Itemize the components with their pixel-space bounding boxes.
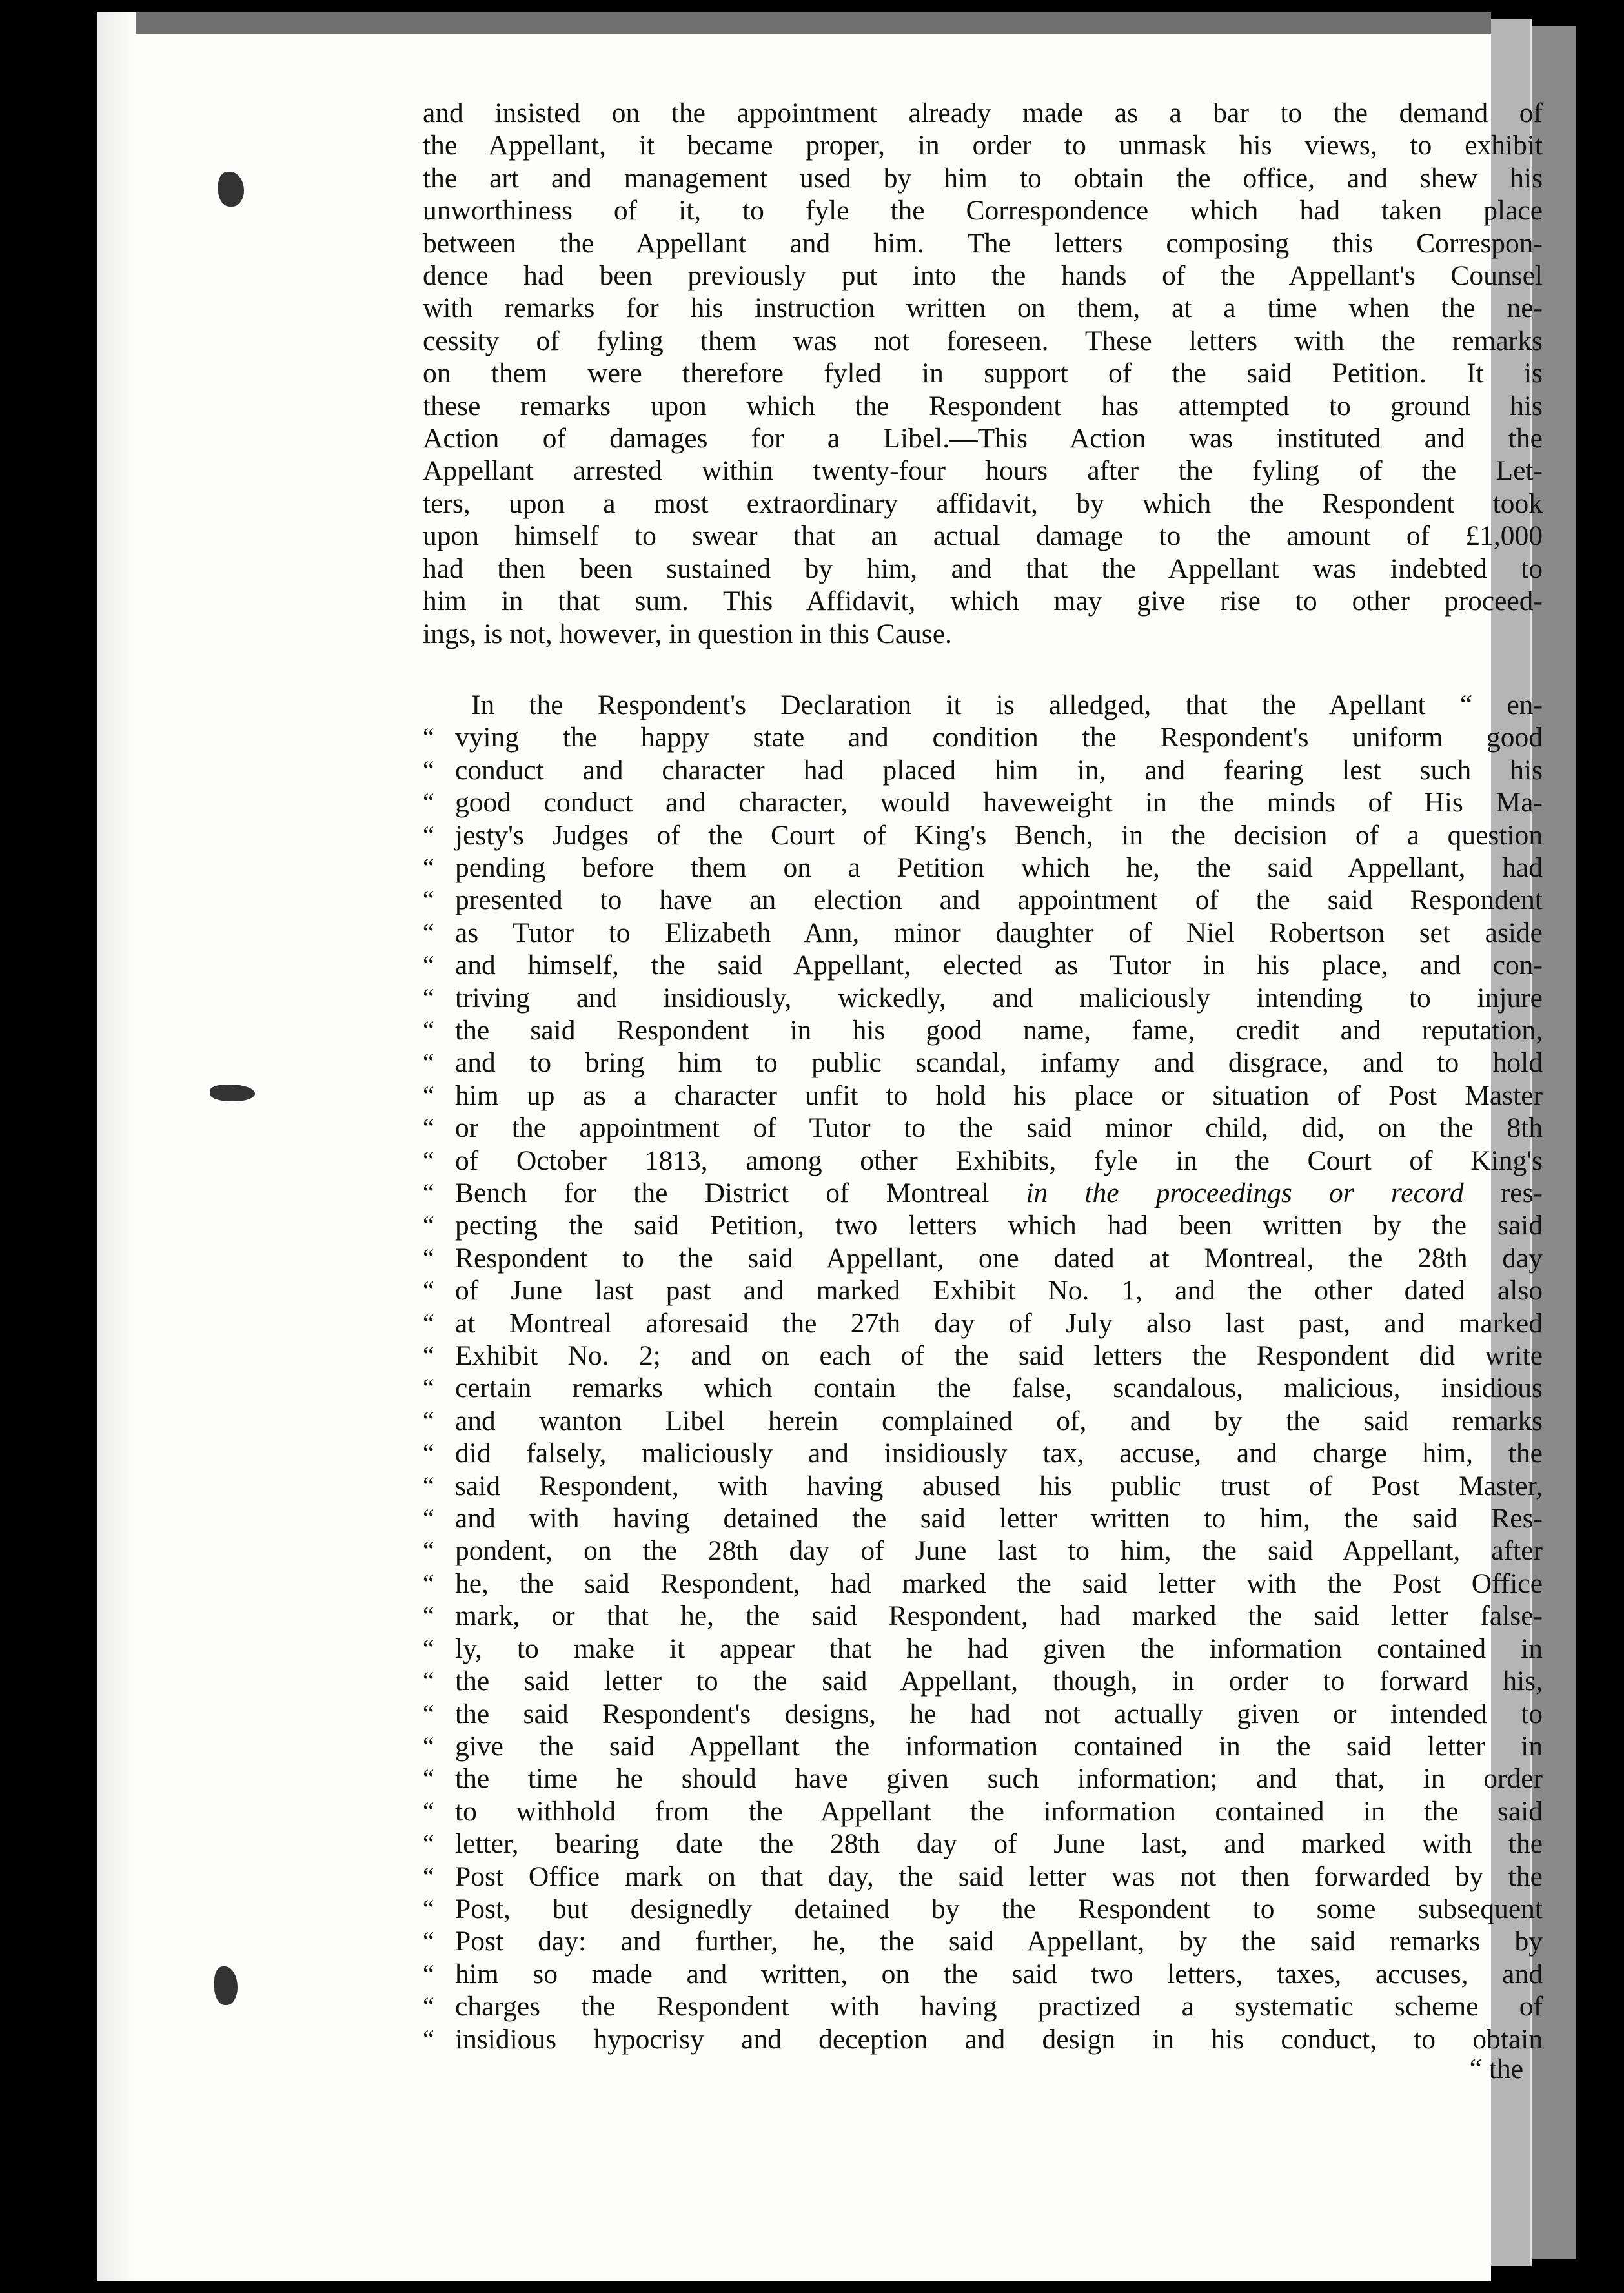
text-line: the art and management used by him to obtain the office, and shew his bbox=[423, 162, 1543, 194]
quoted-line bbox=[423, 1925, 1543, 1957]
document-body bbox=[423, 97, 1543, 2085]
quoted-line bbox=[423, 1795, 1543, 1828]
quote-mark: “ bbox=[423, 1080, 434, 1110]
quoted-text: triving and insidiously, wickedly, and maliciously intending to injure bbox=[455, 982, 1543, 1014]
quoted-text: and wanton Libel herein complained of, and by the said remarks bbox=[455, 1405, 1543, 1436]
quote-mark: “ bbox=[423, 885, 434, 915]
quoted-line bbox=[423, 1274, 1543, 1307]
quoted-text: insidious hypocrisy and deception and design in his conduct, to obtain bbox=[455, 2023, 1543, 2055]
quoted-text: Post, but designedly detained by the Respondent to some subsequent bbox=[455, 1893, 1543, 1924]
quoted-text: good conduct and character, would haveweight in the minds of His Ma- bbox=[455, 787, 1543, 819]
ink-blot bbox=[210, 1085, 255, 1101]
quoted-text: him so made and written, on the said two letters, taxes, accuses, and bbox=[455, 1958, 1543, 1990]
quote-mark: “ bbox=[423, 1438, 434, 1468]
quote-mark: “ bbox=[423, 1178, 434, 1207]
text-line: Action of damages for a Libel.—This Action was instituted and the bbox=[423, 423, 1543, 454]
quoted-text: certain remarks which contain the false, scandalous, malicious, insidious bbox=[455, 1372, 1543, 1404]
quoted-line bbox=[423, 1079, 1543, 1112]
quoted-line bbox=[423, 1437, 1543, 1469]
quoted-line bbox=[423, 1958, 1543, 1990]
quoted-text: the said letter to the said Appellant, though, in order to forward his, bbox=[455, 1666, 1543, 1697]
quoted-line bbox=[423, 1665, 1543, 1697]
quoted-text: charges the Respondent with having practized a systematic scheme of bbox=[455, 1991, 1543, 2023]
text-line: unworthiness of it, to fyle the Correspondence which had taken place bbox=[423, 195, 1543, 227]
text-line: In the Respondent's Declaration it is alledged, that the Apellant “ en- bbox=[471, 689, 1543, 720]
quoted-line bbox=[423, 1014, 1543, 1046]
quote-mark: “ bbox=[423, 1992, 434, 2021]
quoted-text: conduct and character had placed him in, and fearing lest such his bbox=[455, 754, 1543, 786]
quoted-line bbox=[423, 1242, 1543, 1274]
quoted-line bbox=[423, 1209, 1543, 1241]
quote-mark: “ bbox=[423, 1926, 434, 1956]
quoted-text: at Montreal aforesaid the 27th day of July also last past, and marked bbox=[455, 1307, 1543, 1339]
quoted-text: Exhibit No. 2; and on each of the said letters the Respondent did write bbox=[455, 1340, 1543, 1372]
text-line: on them were therefore fyled in support of the said Petition. It is bbox=[423, 358, 1543, 389]
quoted-line bbox=[423, 1600, 1543, 1632]
quoted-line bbox=[423, 1340, 1543, 1372]
quoted-text: pending before them on a Petition which he, the said Appellant, had bbox=[455, 851, 1543, 883]
quote-mark: “ bbox=[423, 1829, 434, 1859]
text-line: him in that sum. This Affidavit, which may give rise to other proceed- bbox=[423, 586, 1543, 617]
quote-mark: “ bbox=[423, 1276, 434, 1305]
scanned-page bbox=[97, 12, 1543, 2281]
text-line: the Appellant, it became proper, in order to unmask his views, to exhibit bbox=[423, 130, 1543, 161]
quote-mark: “ bbox=[423, 1568, 434, 1598]
quote-mark: “ bbox=[423, 1601, 434, 1631]
quote-mark: “ bbox=[423, 1666, 434, 1696]
quoted-line bbox=[423, 1730, 1543, 1762]
quoted-text: or the appointment of Tutor to the said minor child, did, on the 8th bbox=[455, 1112, 1543, 1144]
text-line: between the Appellant and him. The letters composing this Correspon- bbox=[423, 227, 1543, 259]
quote-mark: “ bbox=[423, 1243, 434, 1272]
quoted-text: ly, to make it appear that he had given the information contained in bbox=[455, 1633, 1543, 1664]
text-line: ters, upon a most extraordinary affidavit, by which the Respondent took bbox=[423, 487, 1543, 519]
quote-mark: “ bbox=[423, 755, 434, 784]
quoted-text: pondent, on the 28th day of June last to him, the said Appellant, after bbox=[455, 1535, 1543, 1567]
quoted-line bbox=[423, 786, 1543, 819]
quoted-text: as Tutor to Elizabeth Ann, minor daughter of Niel Robertson set aside bbox=[455, 917, 1543, 948]
quoted-text: to withhold from the Appellant the information contained in the said bbox=[455, 1795, 1543, 1827]
quoted-text: Respondent to the said Appellant, one dated at Montreal, the 28th day bbox=[455, 1242, 1543, 1274]
quote-mark: “ bbox=[423, 852, 434, 882]
quoted-line bbox=[423, 1112, 1543, 1144]
quoted-text: of October 1813, among other Exhibits, fyle in the Court of King's bbox=[455, 1145, 1543, 1176]
quote-mark: “ bbox=[423, 1048, 434, 1077]
quoted-line bbox=[423, 982, 1543, 1014]
quoted-line bbox=[423, 1405, 1543, 1437]
text-line: these remarks upon which the Respondent has attempted to ground his bbox=[423, 390, 1543, 422]
quote-mark: “ bbox=[423, 1764, 434, 1793]
text-line: and insisted on the appointment already made as a bar to the demand of bbox=[423, 97, 1543, 128]
quoted-line bbox=[423, 1990, 1543, 2023]
quoted-text: did falsely, maliciously and insidiously tax, accuse, and charge him, the bbox=[455, 1438, 1543, 1469]
quoted-text: said Respondent, with having abused his public trust of Post Master, bbox=[455, 1470, 1543, 1502]
quote-mark: “ bbox=[423, 1405, 434, 1435]
quoted-line bbox=[423, 1828, 1543, 1860]
quote-mark: “ bbox=[423, 1536, 434, 1565]
quoted-text: jesty's Judges of the Court of King's Bench, in the decision of a question bbox=[455, 819, 1543, 851]
quoted-line bbox=[423, 1893, 1543, 1925]
quoted-line bbox=[423, 819, 1543, 851]
quoted-text: Post Office mark on that day, the said letter was not then forwarded by the bbox=[455, 1860, 1543, 1892]
text-line: upon himself to swear that an actual damage to the amount of £1,000 bbox=[423, 520, 1543, 552]
quote-mark: “ bbox=[423, 983, 434, 1012]
text-line: with remarks for his instruction written on them, at a time when the ne- bbox=[423, 292, 1543, 324]
quote-mark: “ bbox=[423, 1471, 434, 1500]
quoted-line bbox=[423, 1698, 1543, 1730]
quoted-line bbox=[423, 1534, 1543, 1567]
quoted-line bbox=[423, 1567, 1543, 1600]
quoted-text: the said Respondent in his good name, fame, credit and reputation, bbox=[455, 1014, 1543, 1046]
quote-mark: “ bbox=[423, 1861, 434, 1891]
quoted-line bbox=[423, 1762, 1543, 1795]
quoted-text: him up as a character unfit to hold his place or situation of Post Master bbox=[455, 1079, 1543, 1111]
quote-mark: “ bbox=[423, 722, 434, 752]
quote-mark: “ bbox=[423, 917, 434, 947]
quoted-line bbox=[423, 1633, 1543, 1665]
quote-mark: “ bbox=[423, 820, 434, 850]
quoted-text: the time he should have given such information; and that, in order bbox=[455, 1763, 1543, 1795]
quoted-line bbox=[423, 2023, 1543, 2055]
page-left-edge bbox=[97, 12, 136, 2281]
quote-mark: “ bbox=[423, 1373, 434, 1403]
quote-mark: “ bbox=[423, 2024, 434, 2054]
paragraph-1 bbox=[423, 97, 1543, 650]
quoted-line bbox=[423, 1046, 1543, 1079]
quote-mark: “ bbox=[423, 1210, 434, 1240]
quoted-text: vying the happy state and condition the Respondent's uniform good bbox=[455, 722, 1543, 753]
quoted-text: give the said Appellant the information contained in the said letter in bbox=[455, 1730, 1543, 1762]
text-line: Appellant arrested within twenty-four hours after the fyling of the Let- bbox=[423, 455, 1543, 487]
quote-mark: “ bbox=[423, 1698, 434, 1728]
paragraph-2 bbox=[423, 689, 1543, 2085]
quoted-text: and himself, the said Appellant, elected as Tutor in his place, and con- bbox=[455, 950, 1543, 981]
text-line: had then been sustained by him, and that the Appellant was indebted to bbox=[423, 553, 1543, 584]
quoted-text: mark, or that he, the said Respondent, had marked the said letter false- bbox=[455, 1600, 1543, 1632]
quote-mark: “ bbox=[423, 1959, 434, 1988]
quoted-text: presented to have an election and appointment of the said Respondent bbox=[455, 884, 1543, 916]
quote-mark: “ bbox=[423, 1893, 434, 1923]
quoted-line bbox=[423, 1502, 1543, 1534]
quoted-line bbox=[423, 949, 1543, 981]
quoted-text: and to bring him to public scandal, infamy and disgrace, and to hold bbox=[455, 1047, 1543, 1079]
quote-mark: “ bbox=[423, 1796, 434, 1826]
quote-mark: “ bbox=[423, 1015, 434, 1045]
quoted-text: he, the said Respondent, had marked the said letter with the Post Office bbox=[455, 1567, 1543, 1599]
quote-mark: “ bbox=[423, 1145, 434, 1175]
quote-mark: “ bbox=[423, 950, 434, 980]
ink-blot bbox=[218, 172, 244, 207]
quote-mark: “ bbox=[423, 1308, 434, 1338]
quoted-text: Post day: and further, he, the said Appellant, by the said remarks by bbox=[455, 1926, 1543, 1957]
quoted-line bbox=[423, 1860, 1543, 1893]
quoted-line bbox=[423, 851, 1543, 884]
italic-text: in the proceedings or record bbox=[1026, 1177, 1464, 1208]
quote-mark: “ bbox=[423, 1503, 434, 1533]
quoted-line bbox=[423, 1307, 1543, 1340]
catchword: “ the bbox=[1469, 2053, 1523, 2084]
page-top-border bbox=[136, 12, 1491, 34]
quote-mark: “ bbox=[423, 1731, 434, 1760]
quoted-line bbox=[423, 917, 1543, 949]
text-line: cessity of fyling them was not foreseen. These letters with the remarks bbox=[423, 325, 1543, 356]
quoted-text: and with having detained the said letter written to him, the said Res- bbox=[455, 1503, 1543, 1534]
quoted-line bbox=[423, 754, 1543, 786]
quoted-text: Bench for the District of Montreal bbox=[455, 1177, 1026, 1208]
quoted-text: of June last past and marked Exhibit No. 1, and the other dated also bbox=[455, 1275, 1543, 1307]
quoted-line bbox=[423, 884, 1543, 916]
quoted-line bbox=[423, 1470, 1543, 1502]
quoted-line bbox=[423, 721, 1543, 753]
quote-mark: “ bbox=[423, 788, 434, 817]
text-line: ings, is not, however, in question in this Cause. bbox=[423, 618, 952, 649]
quoted-text: res- bbox=[1463, 1177, 1543, 1208]
quoted-text: the said Respondent's designs, he had not actually given or intended to bbox=[455, 1698, 1543, 1729]
quote-mark: “ bbox=[423, 1341, 434, 1371]
quote-mark: “ bbox=[423, 1633, 434, 1663]
ink-blot bbox=[214, 1966, 238, 2005]
quoted-text: letter, bearing date the 28th day of June last, and marked with the bbox=[455, 1828, 1543, 1860]
quoted-line bbox=[423, 1145, 1543, 1177]
quoted-line bbox=[423, 1372, 1543, 1404]
text-line: dence had been previously put into the hands of the Appellant's Counsel bbox=[423, 260, 1543, 292]
quoted-text: pecting the said Petition, two letters which had been written by the said bbox=[455, 1210, 1543, 1241]
quoted-line bbox=[423, 1177, 1543, 1209]
quote-mark: “ bbox=[423, 1113, 434, 1143]
